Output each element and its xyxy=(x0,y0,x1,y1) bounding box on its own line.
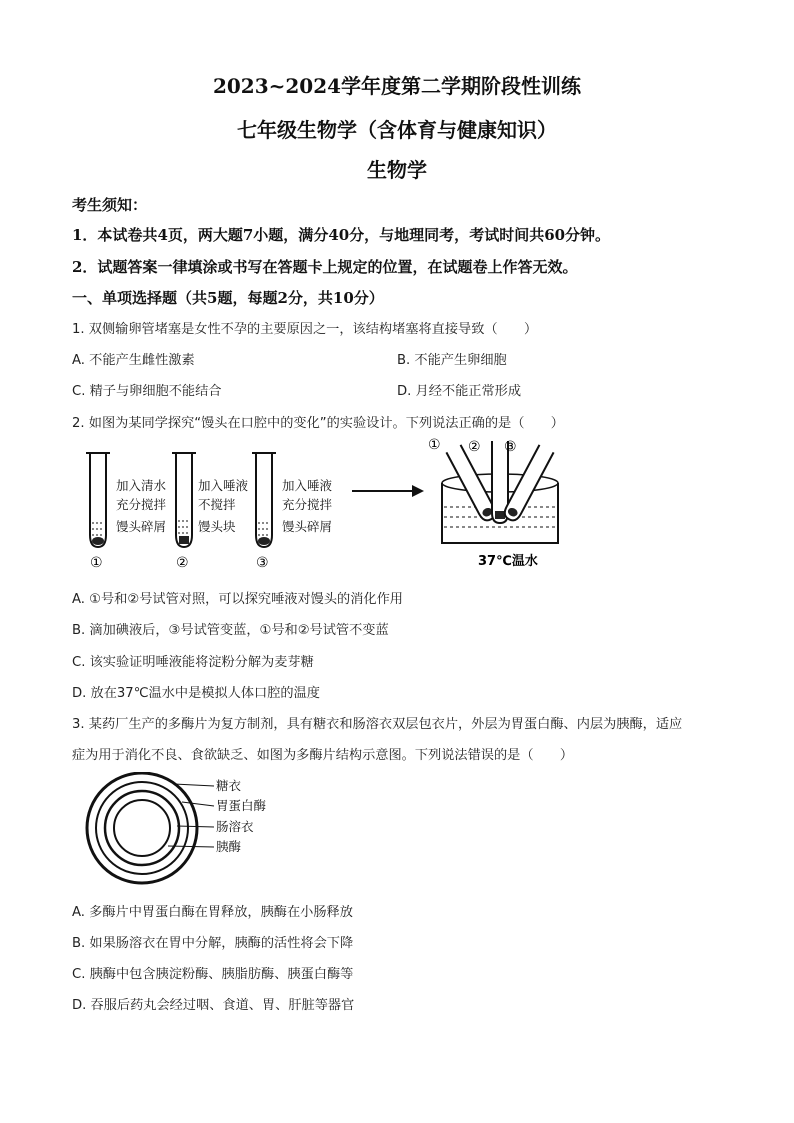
q1-option-c: C. 精子与卵细胞不能结合 xyxy=(72,384,222,399)
tube3-number: ③ xyxy=(256,555,269,571)
q1-option-d: D. 月经不能正常形成 xyxy=(397,384,522,399)
tube2-line1: 加入唾液 xyxy=(198,478,249,493)
bath-temperature-label: 37℃温水 xyxy=(478,554,538,569)
tube1-line1: 加入清水 xyxy=(116,478,167,493)
tube2-number: ② xyxy=(176,555,189,571)
tube2-line2: 不搅拌 xyxy=(198,497,236,512)
section-heading: 一、单项选择题（共5题，每题2分，共10分） xyxy=(72,289,384,307)
tube1-number: ① xyxy=(90,555,103,571)
test-tube-1 xyxy=(86,453,110,547)
q2-stem: 2. 如图为某同学探究“馒头在口腔中的变化”的实验设计。下列说法正确的是（ ） xyxy=(72,416,564,431)
arrow-icon xyxy=(352,485,424,497)
q3-option-b: B. 如果肠溶衣在胃中分解，胰酶的活性将会下降 xyxy=(72,936,354,951)
label-sugar-coating: 糖衣 xyxy=(216,778,242,793)
label-pancreatin: 胰酶 xyxy=(216,839,242,854)
notice-item-1: 1．本试卷共4页，两大题7小题，满分40分，与地理同考，考试时间共60分钟。 xyxy=(72,226,611,244)
label-enteric-coating: 肠溶衣 xyxy=(216,819,254,834)
tube1-line3: 馒头碎屑 xyxy=(116,519,167,534)
q1-option-b: B. 不能产生卵细胞 xyxy=(397,353,507,368)
test-tube-3 xyxy=(252,453,276,547)
q2-option-a: A. ①号和②号试管对照，可以探究唾液对馒头的消化作用 xyxy=(72,592,403,607)
water-bath xyxy=(442,441,558,543)
exam-title: 2023~2024学年度第二学期阶段性训练 xyxy=(212,74,582,98)
tube3-line2: 充分搅拌 xyxy=(282,497,333,512)
subject-title: 生物学 xyxy=(367,158,427,182)
notice-item-2: 2．试题答案一律填涂或书写在答题卡上规定的位置，在试题卷上作答无效。 xyxy=(72,258,578,276)
q2-option-d: D. 放在37℃温水中是模拟人体口腔的温度 xyxy=(72,686,320,701)
tube2-line3: 馒头块 xyxy=(198,519,236,534)
q3-option-c: C. 胰酶中包含胰淀粉酶、胰脂肪酶、胰蛋白酶等 xyxy=(72,967,354,982)
q3-stem-line1: 3. 某药厂生产的多酶片为复方制剂，具有糖衣和肠溶衣双层包衣片，外层为胃蛋白酶、内层为胰酶，适应 xyxy=(72,717,683,732)
tube1-line2: 充分搅拌 xyxy=(116,497,167,512)
label-pepsin: 胃蛋白酶 xyxy=(216,798,267,813)
q2-option-c: C. 该实验证明唾液能将淀粉分解为麦芽糖 xyxy=(72,655,314,670)
test-tube-2 xyxy=(172,453,196,547)
q1-stem: 1. 双侧输卵管堵塞是女性不孕的主要原因之一，该结构堵塞将直接导致（ ） xyxy=(72,322,538,337)
bath-tube1-number: ① xyxy=(428,437,441,453)
exam-subtitle: 七年级生物学（含体育与健康知识） xyxy=(237,118,557,142)
q3-stem-line2: 症为用于消化不良、食欲缺乏、如图为多酶片结构示意图。下列说法错误的是（ ） xyxy=(72,748,574,763)
tube3-line1: 加入唾液 xyxy=(282,478,333,493)
q3-option-a: A. 多酶片中胃蛋白酶在胃释放，胰酶在小肠释放 xyxy=(72,905,353,920)
q3-option-d: D. 吞服后药丸会经过咽、食道、胃、肝脏等器官 xyxy=(72,998,355,1013)
bath-tube3-number: ③ xyxy=(504,439,517,455)
q2-option-b: B. 滴加碘液后，③号试管变蓝，①号和②号试管不变蓝 xyxy=(72,623,389,638)
q1-option-a: A. 不能产生雌性激素 xyxy=(72,353,195,368)
bath-tube2-number: ② xyxy=(468,439,481,455)
notice-heading: 考生须知： xyxy=(72,196,148,214)
q3-tablet-figure xyxy=(84,772,314,890)
tube3-line3: 馒头碎屑 xyxy=(282,519,333,534)
q2-experiment-figure xyxy=(80,435,570,575)
